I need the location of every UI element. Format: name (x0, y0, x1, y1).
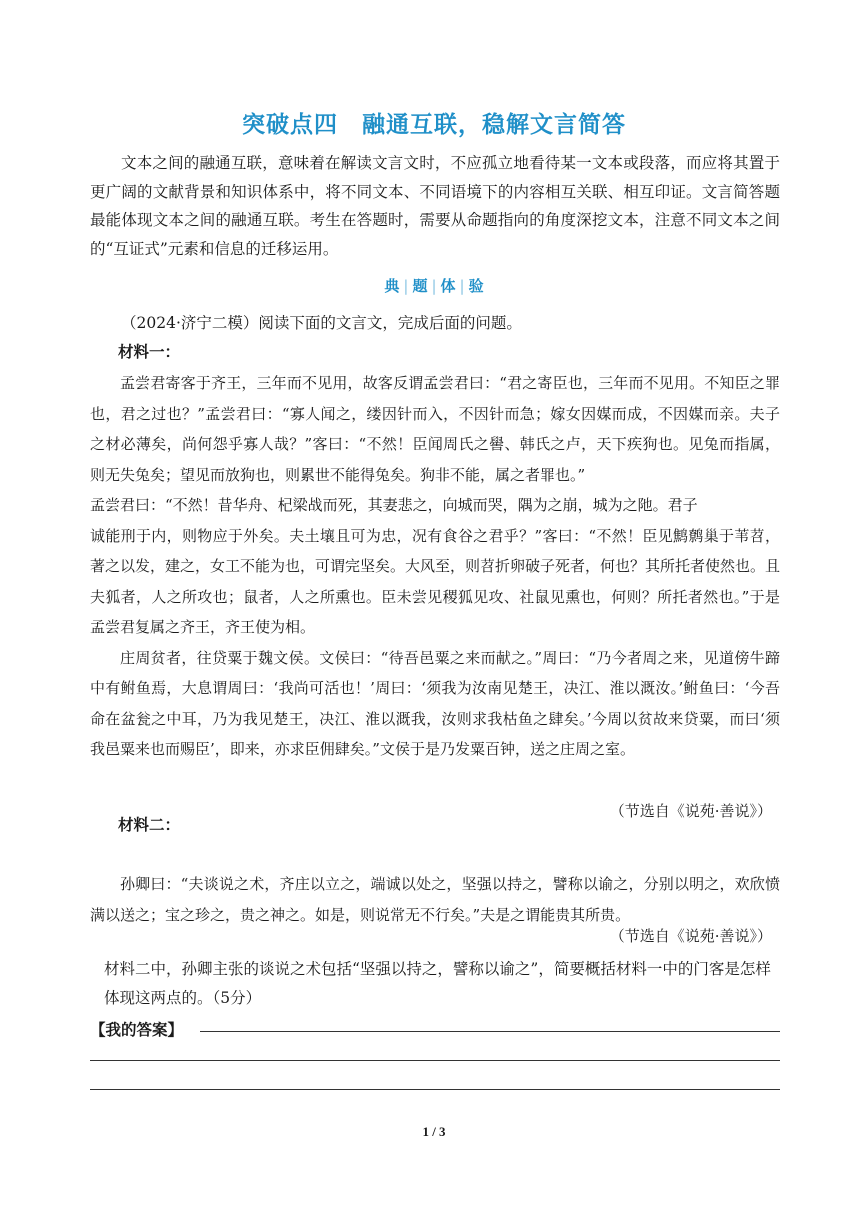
page-number: 1 / 3 (422, 1124, 446, 1139)
material2-label: 材料二： (118, 816, 181, 834)
section-char: 典 (384, 277, 400, 295)
answer-line[interactable] (90, 1060, 780, 1061)
section-separator: | (431, 277, 437, 295)
material1-citation: （节选自《说苑·善说》） (609, 802, 772, 820)
answer-line[interactable] (90, 1089, 780, 1090)
section-heading (0, 275, 868, 296)
answer-label: 【我的答案】 (90, 1021, 184, 1039)
section-separator: | (459, 277, 465, 295)
material1-paragraph: 庄周贫者，往贷粟于魏文侯。文侯曰：“待吾邑粟之来而献之。”周曰：“乃今者周之来，见道傍牛蹄中有鲋鱼焉，大息谓周曰：‘我尚可活也！’周曰：‘须我为汝南见楚王，决江、淮以溉汝。’鲋鱼曰：‘今吾命在盆瓮之中耳，乃为我见楚王，决江、淮以溉我，汝则求我枯鱼之肆矣。’今周以贫故来贷粟，而曰‘须我邑粟来也而赐臣’，即来，亦求臣佣肆矣。”文侯于是乃发粟百钟，送之庄周之室。 (90, 648, 780, 758)
material1-paragraph: 诚能刑于内，则物应于外矣。夫土壤且可为忠，况有食谷之君乎？”客曰：“不然！臣见鹪鹩巢于苇苕，著之以发，建之，女工不能为也，可谓完坚矣。大风至，则苕折卵破子死者，何也？其所托者使然也。且夫狐者，人之所攻也；鼠者，人之所熏也。臣未尝见稷狐见攻、社鼠见熏也，何则？所托者然也。”于是孟尝君复属之齐王，齐王使为相。 (90, 526, 781, 636)
intro-paragraph: 文本之间的融通互联，意味着在解读文言文时，不应孤立地看待某一文本或段落，而应将其置于更广阔的文献背景和知识体系中，将不同文本、不同语境下的内容相互关联、相互印证。文言简答题最能体现文本之间的融通互联。考生在答题时，需要从命题指向的角度深挖文本，注意不同文本之间的“互证式”元素和信息的迁移运用。 (90, 154, 780, 258)
answer-line[interactable] (200, 1031, 780, 1032)
page-title: 突破点四 融通互联，稳解文言简答 (242, 112, 626, 138)
material1-label: 材料一： (118, 343, 181, 361)
source-line: （2024·济宁二模）阅读下面的文言文，完成后面的问题。 (121, 314, 522, 332)
material1-paragraph: 孟尝君寄客于齐王，三年而不见用，故客反谓孟尝君曰：“君之寄臣也，三年而不见用。不知臣之罪也，君之过也？”孟尝君曰：“寡人闻之，缕因针而入，不因针而急；嫁女因媒而成，不因媒而亲。夫子之材必薄矣，尚何怨乎寡人哉？”客曰：“不然！臣闻周氏之嚳、韩氏之卢，天下疾狗也。见兔而指属，则无失兔矣；望见而放狗也，则累世不能得兔矣。狗非不能，属之者罪也。” (90, 374, 780, 484)
question-text: 材料二中，孙卿主张的谈说之术包括“坚强以持之，譬称以谕之”，简要概括材料一中的门客是怎样体现这两点的。（5分） (104, 960, 771, 1007)
material1-body (90, 368, 780, 765)
section-char: 验 (468, 277, 484, 295)
material2-paragraph: 孙卿曰：“夫谈说之术，齐庄以立之，端诚以处之，坚强以持之，譬称以谕之，分别以明之，欢欣愤满以送之；宝之珍之，贵之神之。如是，则说常无不行矣。”夫是之谓能贵其所贵。 (90, 875, 780, 924)
material2-body (90, 869, 780, 930)
material1-paragraph-line: 孟尝君曰：“不然！昔华舟、杞梁战而死，其妻悲之，向城而哭，隅为之崩，城为之阤。君子 (90, 496, 698, 514)
material2-citation: （节选自《说苑·善说》） (609, 927, 772, 945)
section-separator: | (403, 277, 409, 295)
section-char: 题 (412, 277, 428, 295)
section-char: 体 (440, 277, 456, 295)
